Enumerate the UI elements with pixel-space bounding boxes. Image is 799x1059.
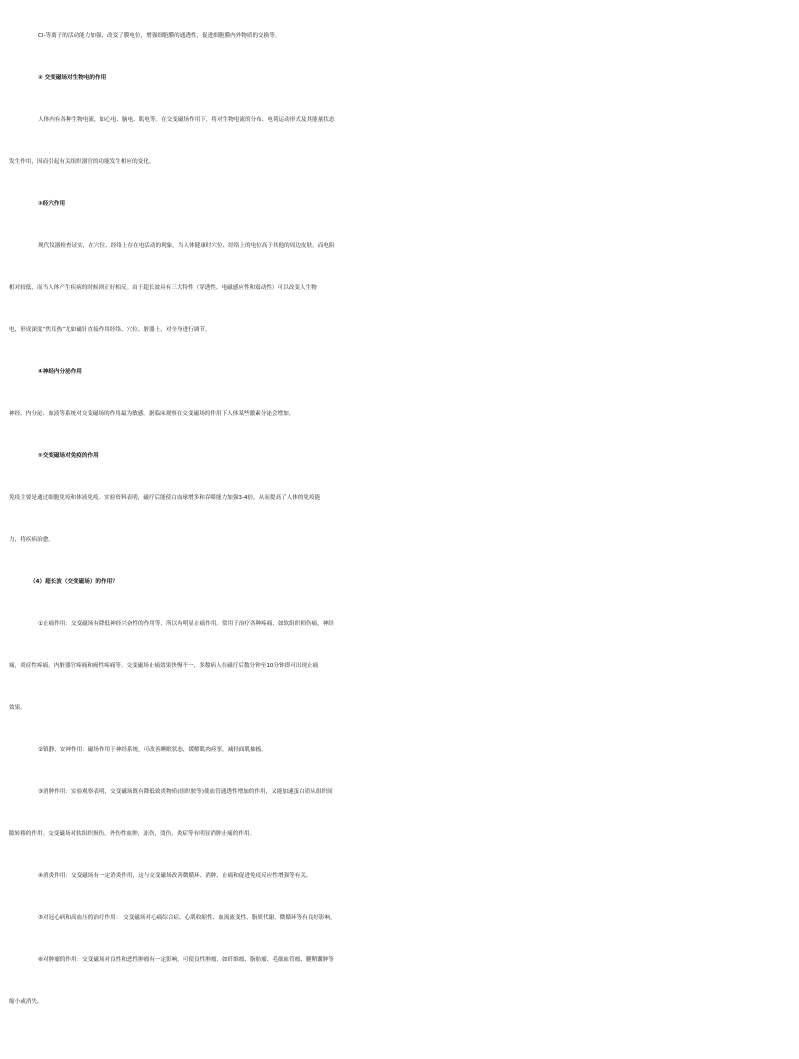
paragraph-line: 电，形成深度“焦耳热”尤如磁针直接作用经络、穴位、脏器上，对全身进行调节。 bbox=[9, 327, 211, 333]
paragraph-line: 效果。 bbox=[9, 705, 26, 711]
paragraph-line: 相对较低，而当人体产生疾病的时候则正好相反。由于超长波具有三大特性（穿透性、电磁感应性和震动性）可以改变人生物 bbox=[9, 285, 317, 291]
paragraph-line: 痛，炎症性疼痛，内脏器官疼痛和癌性疼痛等。交变磁场止痛效果快慢不一，多数病人在磁疗后数分钟至10分钟即可出现止痛 bbox=[9, 663, 319, 669]
paragraph-line: ⑥对肿瘤的作用：交变磁场对良性和恶性肿瘤有一定影响，可使良性肿瘤，如纤维瘤、脂肪瘤、毛细血管瘤、腱鞘囊肿等 bbox=[38, 957, 334, 963]
paragraph-line: 缩小或消失。 bbox=[9, 999, 43, 1005]
paragraph-line: 神经、内分泌、血液等系统对交变磁场的作用最为敏感。据临床观察在交变磁场的作用下人体某些激素分泌会增加。 bbox=[9, 411, 295, 417]
paragraph-line: ④消炎作用：交变磁场有一定消炎作用，这与交变磁场改善微循环、消肿、止痛和促进免疫反应性增强等有关。 bbox=[38, 873, 312, 879]
paragraph-line: ①止痛作用：交变磁场有降低神经兴奋性的作用等，所以有明显止痛作用。常用于治疗各种疼痛，如软组织损伤痛，神经 bbox=[38, 621, 334, 627]
paragraph-line: Cl-等离子的活动能力加强，改变了膜电位，增强细胞膜的通透性，促进细胞膜内外物质的交换等。 bbox=[38, 33, 281, 39]
paragraph-line: ③消肿作用：实验观察表明，交变磁场既有降低致炎物质(组织胺等)使血管通透性增加的作用，又能加速蛋白质从组织间 bbox=[38, 789, 333, 795]
paragraph-line: 力，将疾病治愈。 bbox=[9, 537, 54, 543]
paragraph-line: 现代仪器检查证实，在穴位、经络上存在电活动的现象。当人体健康时穴位、经络上的电位高于其他的周边皮肤，而电阻 bbox=[38, 243, 335, 249]
paragraph-line: 人体内有各种生物电流，如心电、脑电、肌电等。在交变磁场作用下，将对生物电流的分布、电荷运动形式及其能量状态 bbox=[38, 117, 335, 123]
paragraph-line: ②镇静、安神作用：磁场作用于神经系统，可改善睡眠状态，缓解肌肉痉挛，减轻面肌抽搐。 bbox=[38, 747, 267, 753]
section-heading: ③经穴作用 bbox=[38, 201, 66, 207]
paragraph-line: ⑤对冠心病和高血压的治疗作用： 交变磁场对心痛综合症、心肌收缩性、血流流变性、脂质代谢、微循环等有良好影响。 bbox=[38, 915, 336, 921]
paragraph-line: 发生作用，因而引起有关组织器官的功能发生相应的变化。 bbox=[9, 159, 155, 165]
section-heading: ⑤交变磁场对免疫的作用 bbox=[38, 453, 99, 459]
paragraph-line: 隙转移的作用。交变磁场对软组织损伤，外伤性血肿，冻伤，烫伤，炎症等有明显消肿止痛的作用。 bbox=[9, 831, 256, 837]
section-heading: ④神经内分泌作用 bbox=[38, 369, 82, 375]
paragraph-line: 免疫主要是通过细胞免疫和体液免疫。实验资料表明，磁疗后能使白血球增多和吞噬能力加强3-4倍。从而提高了人体的免疫能 bbox=[9, 495, 321, 501]
section-heading: ② 交变磁场对生物电的作用 bbox=[38, 75, 107, 81]
section-heading: （4）超长波（交变磁场）的作用？ bbox=[30, 579, 118, 585]
